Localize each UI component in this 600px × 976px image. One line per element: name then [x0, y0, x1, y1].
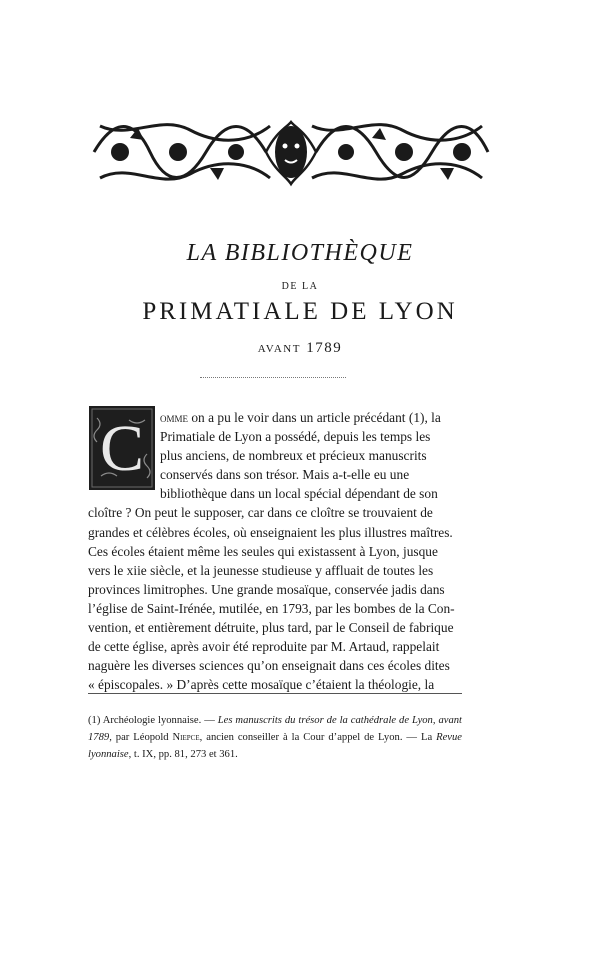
title-line-de-la: DE LA: [281, 281, 319, 292]
body-line: plus anciens, de nombreux et précieux manuscrits: [160, 448, 427, 464]
body-line: Primatiale de Lyon a possédé, depuis les temps les: [160, 429, 431, 445]
body-line: vers le xiie siècle, et la jeunesse studieuse y affluait de toutes les: [88, 562, 434, 578]
foliate-scroll-headpiece-icon: [90, 112, 492, 192]
body-line: provinces limitrophes. Une grande mosaïque, conservée jadis dans: [88, 581, 445, 597]
body-line: bibliothèque dans un local spécial dépendant de son: [160, 486, 438, 502]
title-divider: [200, 377, 346, 378]
body-line: vention, et entièrement détruite, plus tard, par le Conseil de fabrique: [88, 620, 454, 636]
body-line: conservés dans son trésor. Mais a-t-elle eu une: [160, 467, 410, 483]
body-line: de cette église, après avoir été reproduite par M. Artaud, rappelait: [88, 639, 440, 655]
title-avant: avant: [257, 340, 301, 356]
title-line-primatiale: PRIMATIALE DE LYON: [142, 298, 458, 325]
body-line: omme on a pu le voir dans un article précédant (1), la: [160, 410, 441, 425]
body-line: grandes et célèbres écoles, où enseignaient les plus illustres maîtres.: [88, 524, 453, 540]
footnote-work-title: Les manuscrits du trésor de la cathédrale de Lyon, avant 1789: [88, 715, 462, 743]
footnote-journal: Revue lyonnaise: [88, 732, 462, 760]
footnote-divider: [88, 693, 462, 694]
body-line: « épiscopales. » D’après cette mosaïque c’étaient la théologie, la: [88, 677, 435, 693]
footnote-author: Niepce: [172, 732, 200, 743]
svg-text:C: C: [99, 412, 145, 485]
title-line-bibliotheque: LA BIBLIOTHÈQUE: [186, 240, 414, 266]
body-line: naguère les diverses sciences qu’on enseignait dans ces écoles dites: [88, 658, 450, 674]
footnote: [88, 712, 462, 763]
lead-word: omme: [160, 410, 189, 425]
body-line: Ces écoles étaient même les seules qui existassent à Lyon, jusque: [88, 543, 438, 559]
title-year: 1789: [306, 340, 343, 356]
body-line: cloître ? On peut le supposer, car dans ce cloître se trouvaient de: [88, 505, 433, 521]
body-text: [88, 408, 462, 694]
footnote-number: (1): [88, 715, 101, 726]
title-line-date: [0, 340, 600, 357]
footnote-text: (1) Archéologie lyonnaise. — Les manuscrits du trésor de la cathédrale de Lyon, avant 1789, par Léopold Niepce, ancien conseiller à la Cour d’appel de Lyon. — La Revue lyonnaise, t. IX, pp. 81, 273 et 361.: [88, 715, 462, 760]
body-line: l’église de Saint-Irénée, mutilée, en 1793, par les bombes de la Con-: [88, 600, 455, 616]
